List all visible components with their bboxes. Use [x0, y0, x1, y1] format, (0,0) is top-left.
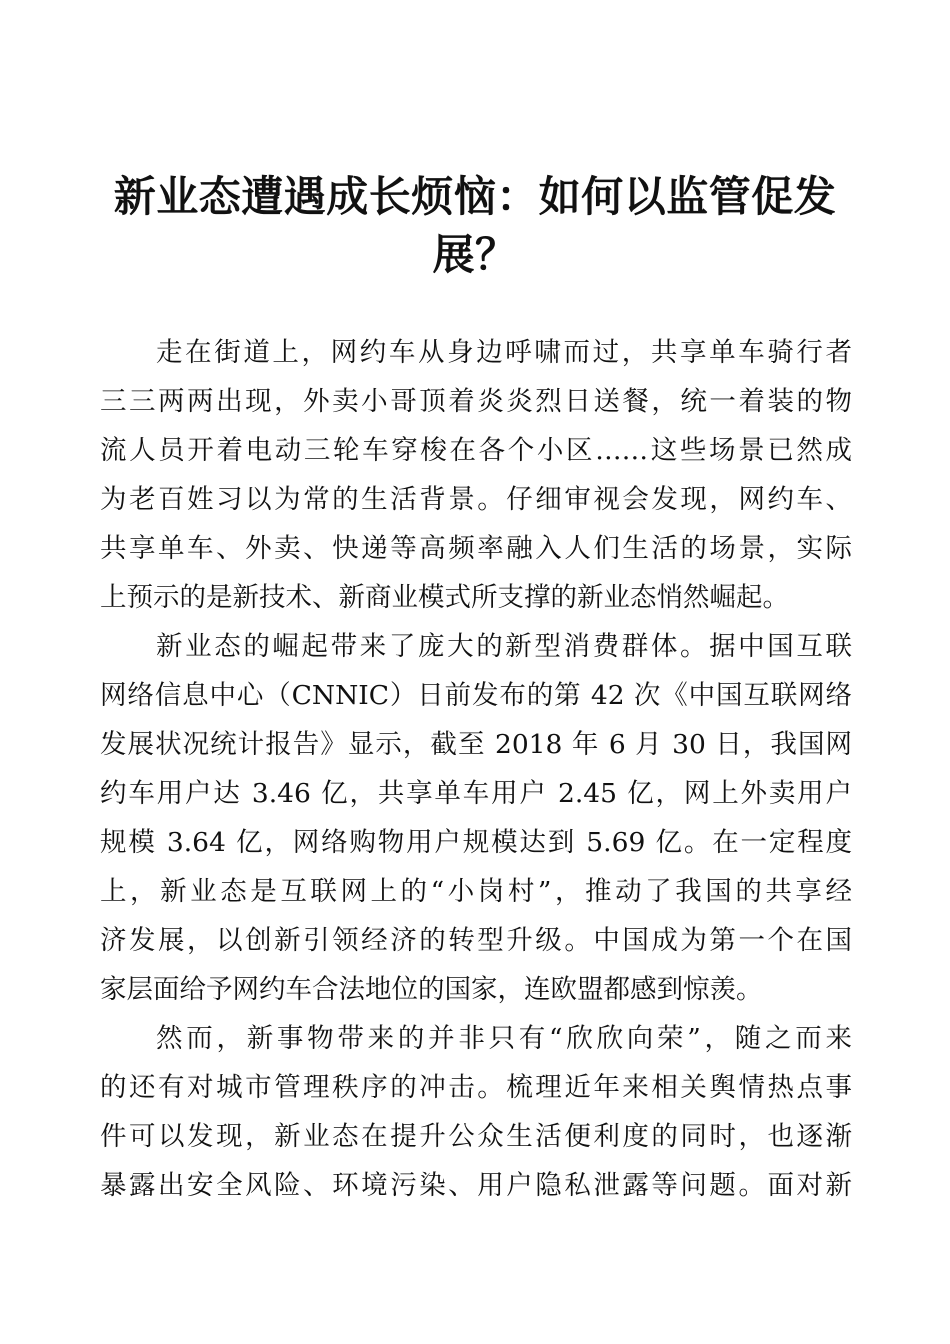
paragraph-1: [100, 328, 852, 622]
paragraph-line: 网络信息中心（CNNIC）日前发布的第 42 次《中国互联网络: [100, 680, 852, 711]
title-line: 新业态遭遇成长烦恼：如何以监管促发: [113, 172, 837, 221]
paragraph-line: 暴露出安全风险、环境污染、用户隐私泄露等问题。面对新: [100, 1170, 852, 1201]
article-title: [100, 168, 850, 284]
paragraph-line: 新业态的崛起带来了庞大的新型消费群体。据中国互联: [156, 631, 852, 662]
paragraph-line: 走在街道上，网约车从身边呼啸而过，共享单车骑行者: [156, 337, 852, 368]
paragraph-line: 件可以发现，新业态在提升公众生活便利度的同时，也逐渐: [100, 1121, 852, 1152]
paragraph-line: 上预示的是新技术、新商业模式所支撑的新业态悄然崛起。: [100, 582, 789, 613]
paragraph-line: 规模 3.64 亿，网络购物用户规模达到 5.69 亿。在一定程度: [100, 827, 852, 858]
article-body: [100, 328, 852, 1210]
paragraph-line: 的还有对城市管理秩序的冲击。梳理近年来相关舆情热点事: [100, 1072, 852, 1103]
paragraph-line: 流人员开着电动三轮车穿梭在各个小区……这些场景已然成: [100, 435, 852, 466]
paragraph-line: 三三两两出现，外卖小哥顶着炎炎烈日送餐，统一着装的物: [100, 386, 852, 417]
paragraph-line: 上，新业态是互联网上的“小岗村”，推动了我国的共享经: [100, 876, 852, 907]
paragraph-line: 济发展，以创新引领经济的转型升级。中国成为第一个在国: [100, 925, 852, 956]
paragraph-3: [100, 1014, 852, 1210]
paragraph-line: 然而，新事物带来的并非只有“欣欣向荣”，随之而来: [156, 1023, 852, 1054]
paragraph-line: 共享单车、外卖、快递等高频率融入人们生活的场景，实际: [100, 533, 852, 564]
paragraph-line: 发展状况统计报告》显示，截至 2018 年 6 月 30 日，我国网: [100, 729, 852, 760]
paragraph-line: 为老百姓习以为常的生活背景。仔细审视会发现，网约车、: [100, 484, 852, 515]
paragraph-2: [100, 622, 852, 1014]
paragraph-line: 约车用户达 3.46 亿，共享单车用户 2.45 亿，网上外卖用户: [100, 778, 852, 809]
title-line: 展？: [432, 230, 518, 279]
paragraph-line: 家层面给予网约车合法地位的国家，连欧盟都感到惊羡。: [100, 974, 763, 1005]
